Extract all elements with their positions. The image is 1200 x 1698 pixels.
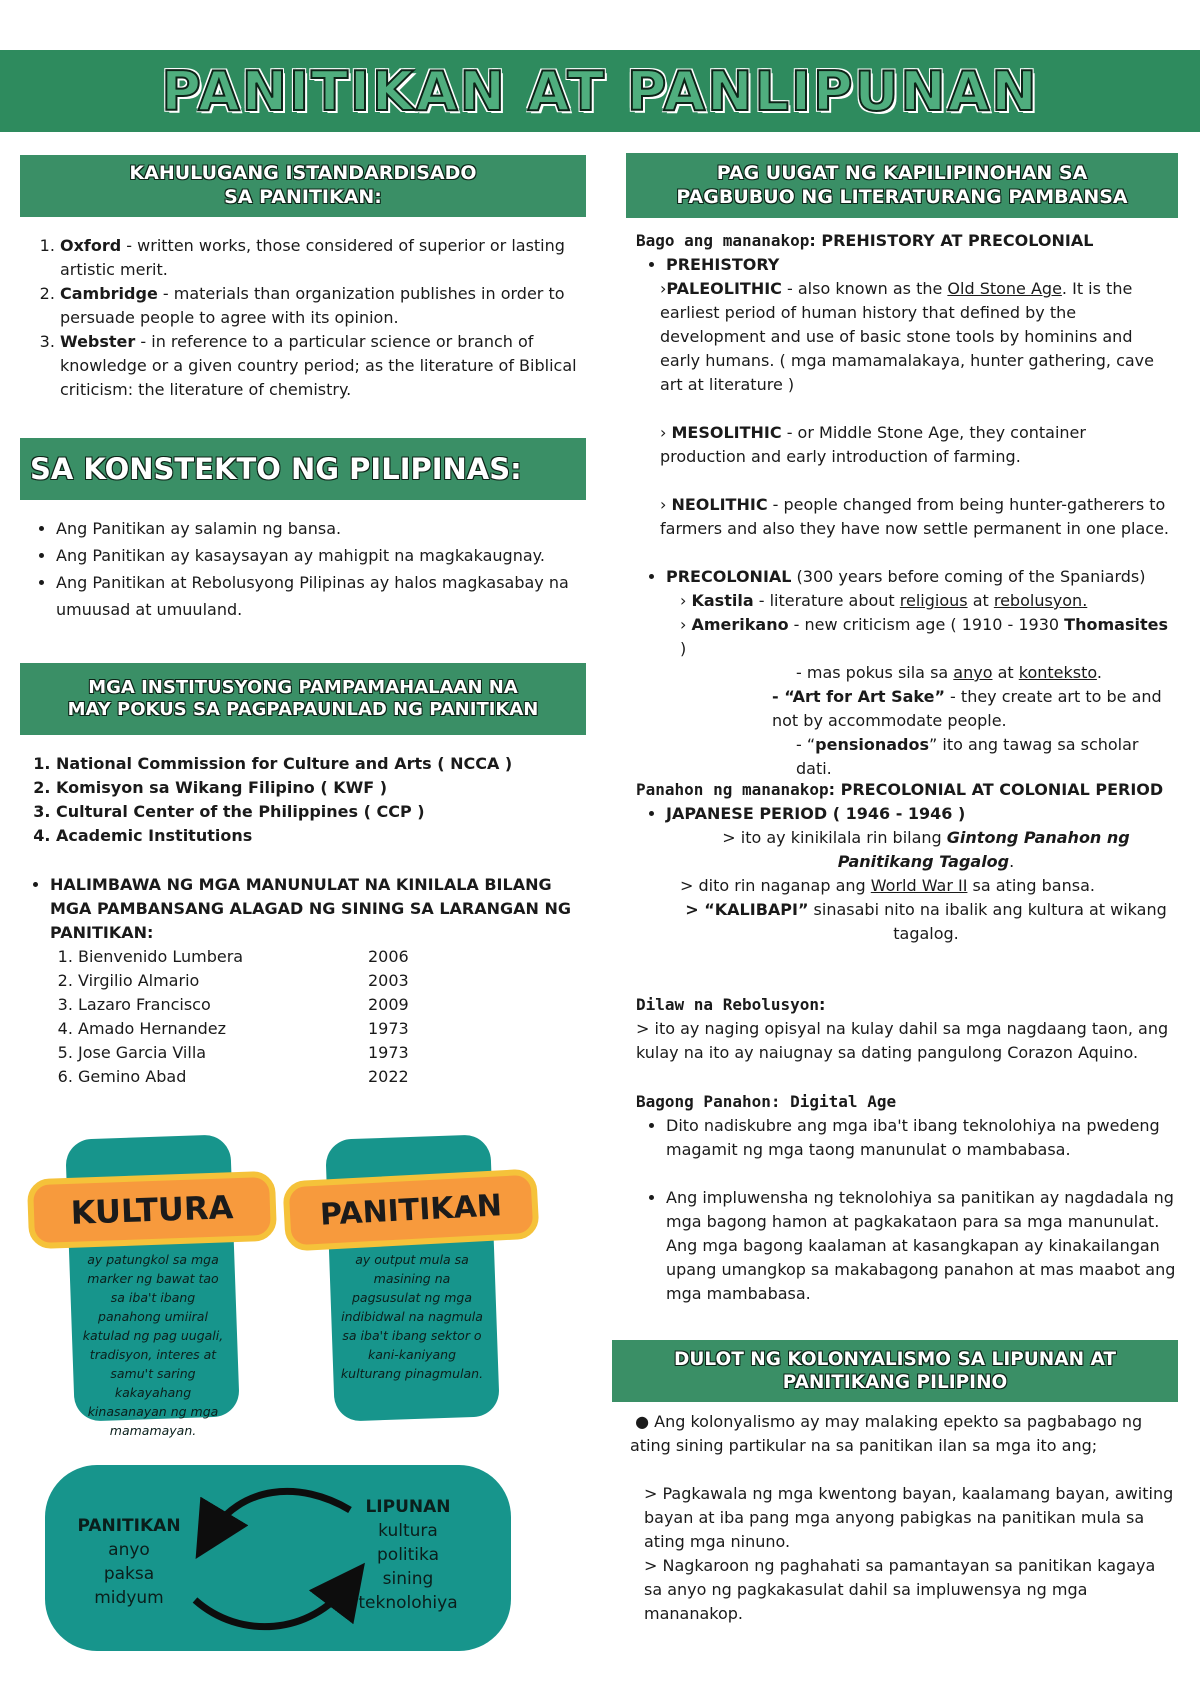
precolonial-term: PRECOLONIAL — [666, 567, 792, 586]
cycle-lipunan-title: LIPUNAN — [365, 1497, 451, 1517]
neolithic-text: - people changed from being hunter-gatherers to farmers and also they have now settle permanent in one place. — [660, 495, 1170, 538]
writer-row — [78, 993, 588, 1017]
cycle-item: sining — [382, 1569, 434, 1589]
definition: - materials than organization publishes in order to persuade people to agree with its opinion. — [60, 284, 565, 327]
dilaw-section — [636, 993, 1176, 1065]
halimbawa-heading: • HALIMBAWA NG MGA MANUNULAT NA KINILALA BILANG MGA PAMBANSANG ALAGAD NG SINING SA LARANGAN NG PANITIKAN: — [50, 873, 588, 945]
kultura-label: KULTURA — [70, 1188, 234, 1232]
prehistory-bullet: • PREHISTORY — [666, 253, 1176, 277]
kastila-link1: religious — [899, 591, 968, 610]
pension-bold: pensionados — [815, 735, 930, 754]
bagong-value: : Digital Age — [770, 1092, 897, 1111]
definition: - in reference to a particular science or branch of knowledge or a given country period; as the literature of Biblical criticism: the literature of chemistry. — [60, 332, 577, 399]
institusyon-heading-line2: MAY POKUS SA PAGPAPAUNLAD NG PANITIKAN — [67, 699, 539, 720]
list-item: • Ang Panitikan at Rebolusyong Pilipinas ay halos magkasabay na umuusad at umuuland. — [56, 569, 590, 623]
writer-name: 4. Amado Hernandez — [78, 1019, 227, 1038]
list-item — [60, 234, 610, 282]
institusyon-list — [16, 752, 596, 848]
j3-bold: > “KALIBAPI” — [685, 900, 809, 919]
pokus-pre: - mas pokus sila sa — [796, 663, 954, 682]
j3-text: sinasabi nito na ibalik ang kultura at wikang tagalog. — [808, 900, 1167, 943]
j1-post: . — [1009, 852, 1015, 871]
writer-row — [78, 969, 588, 993]
institusyon-heading-line1: MGA INSTITUSYONG PAMPAMAHALAAN NA — [88, 676, 518, 698]
japanese-bullet: • JAPANESE PERIOD ( 1946 - 1946 ) — [666, 802, 1176, 826]
uugat-heading-line1: PAG UUGAT NG KAPILIPINOHAN SA — [716, 161, 1088, 184]
writer-name: 2. Virgilio Almario — [78, 971, 200, 990]
j2-link: World War II — [870, 876, 968, 895]
paleolithic-link: Old Stone Age — [947, 279, 1062, 298]
paleolithic-pre: - also known as the — [781, 279, 948, 298]
kahulugan-list — [20, 234, 610, 402]
list-item: 2. Komisyon sa Wikang Filipino ( KWF ) — [56, 776, 596, 800]
kahulugan-heading — [20, 155, 586, 217]
cycle-panitikan-title: PANITIKAN — [77, 1516, 181, 1536]
kastila-term: Kastila — [691, 591, 754, 610]
panitikan-label: PANITIKAN — [319, 1187, 503, 1233]
cycle-item: anyo — [108, 1540, 150, 1560]
title-banner — [0, 50, 1200, 132]
list-item: 4. Academic Institutions — [56, 824, 596, 848]
list-item: 3. Cultural Center of the Philippines ( CCP ) — [56, 800, 596, 824]
list-item: • Ang impluwensha ng teknolohiya sa panitikan ay nagdadala ng mga bagong hamon at pagkakataon para sa mga manunulat. Ang mga bagong kaalaman at kasangkapan ay kinakailangan upang umangkop sa makabagong panahon at mas maabot ang mga mambabasa. — [666, 1186, 1176, 1306]
panitikan-tag — [282, 1168, 539, 1251]
list-item: 1. National Commission for Culture and Arts ( NCCA ) — [56, 752, 596, 776]
neolithic-term: NEOLITHIC — [671, 495, 768, 514]
panahon-section — [636, 778, 1176, 946]
institusyon-heading — [20, 663, 586, 735]
konteksto-list — [20, 515, 590, 623]
pokus-mid: at — [992, 663, 1019, 682]
dulot-bullet-text: Ang kolonyalismo ay may malaking epekto sa pagbabago ng ating sining partikular na sa panitikan ilan sa mga ito ang; — [630, 1412, 1143, 1455]
kastila-mid: at — [967, 591, 994, 610]
writer-row — [78, 1017, 588, 1041]
bago-section: Bago ang mananakop: PREHISTORY AT PRECOLONIAL • PREHISTORY ›PALEOLITHIC - also known as the Old Stone Age. It is the earliest period of human history that defined by the development and use of basic stone tools by hominins and early humans. ( mga mamamalakaya, hunter gathering, cave art at literature ) › MESOLITHIC - or Middle Stone Age, they container production and early introduction of farming. › NEOLITHIC - people changed from being hunter-gatherers to farmers and also they have now settle permanent in one place. • PRECOLONIAL (300 years before coming of the Spaniards) › Kastila - literature about religious at rebolusyon. › Amerikano - new criticism age ( 1910 - 1930 Thomasites ) - mas pokus sila sa anyo at konteksto. - “Art for Art Sake” - they create art to be and not by accommodate people. - “pensionados” ito ang tawag sa scholar dati. — [636, 229, 1176, 781]
arrow-bottom-icon — [195, 1585, 348, 1627]
amerikano-pre: - new criticism age ( 1910 - 1930 — [788, 615, 1065, 634]
list-item: • Ang Panitikan ay kasaysayan ay mahigpit na magkakaugnay. — [56, 542, 590, 569]
dulot-p1: > Pagkawala ng mga kwentong bayan, kaalamang bayan, awiting bayan at iba pang mga anyong pabigkas na panitikan mula sa ating mga ninuno. — [644, 1484, 1174, 1551]
pokus-link2: konteksto — [1018, 663, 1097, 682]
dulot-section — [630, 1410, 1176, 1626]
bago-value: : PREHISTORY AT PRECOLONIAL — [809, 231, 1094, 250]
konteksto-heading — [20, 438, 586, 500]
spacer — [666, 1162, 1176, 1186]
writer-year: 2009 — [368, 995, 409, 1014]
halimbawa-section — [8, 873, 588, 1089]
writer-row — [78, 945, 588, 969]
j1-pre: > ito ay kinikilala rin bilang — [722, 828, 947, 847]
precolonial-text: (300 years before coming of the Spaniards) — [791, 567, 1146, 586]
dulot-heading — [612, 1340, 1178, 1402]
precolonial-bullet — [666, 565, 1176, 589]
uugat-heading — [626, 153, 1178, 218]
pension-post: ” ito ang tawag sa scholar dati. — [796, 735, 1139, 778]
term: Webster — [60, 332, 136, 351]
writer-year: 1973 — [368, 1019, 409, 1038]
kultura-tag — [27, 1171, 277, 1250]
dulot-heading-line1: DULOT NG KOLONYALISMO SA LIPUNAN AT — [673, 1348, 1117, 1370]
list-item — [60, 330, 610, 402]
pension-pre: - “ — [796, 735, 816, 754]
kahulugan-heading-line1: KAHULUGANG ISTANDARDISADO — [129, 162, 477, 185]
bagong-label: Bagong Panahon — [636, 1092, 771, 1111]
paleolithic-post: . It is the earliest period of human history that defined by the development and use of basic stone tools by hominins and early humans. ( mga mamamalakaya, hunter gathering, cave art at literature ) — [660, 279, 1154, 394]
dilaw-text: > ito ay naging opisyal na kulay dahil sa mga nagdaang taon, ang kulay na ito ay naiugnay sa dating pangulong Corazon Aquino. — [636, 1019, 1169, 1062]
cycle-item: kultura — [378, 1521, 438, 1541]
writer-name: 6. Gemino Abad — [78, 1067, 187, 1086]
writer-row — [78, 1065, 588, 1089]
term: Oxford — [60, 236, 122, 255]
definition: - written works, those considered of superior or lasting artistic merit. — [60, 236, 565, 279]
cycle-item: politika — [377, 1545, 439, 1565]
cycle-arrows — [180, 1480, 370, 1640]
writer-name: 5. Jose Garcia Villa — [78, 1043, 207, 1062]
kastila-link2: rebolusyon. — [993, 591, 1088, 610]
cycle-panitikan — [64, 1514, 194, 1610]
paleolithic-term: PALEOLITHIC — [666, 279, 782, 298]
dulot-p2: > Nagkaroon ng paghahati sa pamantayan sa panitikan kagaya sa anyo ng pagkakasulat dahil sa impluwensya ng mga mananakop. — [644, 1556, 1156, 1623]
j2-pre: > dito rin naganap ang — [680, 876, 871, 895]
term: Cambridge — [60, 284, 158, 303]
bagong-section — [636, 1090, 1176, 1306]
pokus-post: . — [1096, 663, 1102, 682]
writer-row — [78, 1041, 588, 1065]
kahulugan-heading-line2: SA PANITIKAN: — [224, 186, 382, 208]
panitikan-description: ay output mula sa masining na pagsusulat ng mga indibidwal na nagmula sa iba't ibang sektor o kani-kaniyang kulturang pinagmulan. — [340, 1252, 484, 1381]
cycle-item: paksa — [103, 1564, 155, 1584]
bago-label: Bago ang mananakop — [636, 231, 810, 250]
arrow-top-icon — [210, 1491, 350, 1535]
page-title: PANITIKAN AT PANLIPUNAN — [161, 59, 1039, 123]
cycle-item: midyum — [94, 1588, 164, 1608]
pokus-link1: anyo — [953, 663, 993, 682]
kastila-pre: - literature about — [753, 591, 900, 610]
cycle-item: teknolohiya — [358, 1593, 458, 1613]
amerikano-post: ) — [680, 639, 687, 658]
writer-year: 2006 — [368, 947, 409, 966]
kultura-description: ay patungkol sa mga marker ng bawat tao sa iba't ibang panahong umiiral katulad ng pag uugali, tradisyon, interes at samu't saring kakayahang kinasanayan ng mga mamamayan. — [82, 1252, 224, 1438]
writer-year: 2003 — [368, 971, 409, 990]
dulot-heading-line2: PANITIKANG PILIPINO — [782, 1372, 1008, 1393]
writer-name: 1. Bienvenido Lumbera — [78, 947, 244, 966]
j2-post: sa ating bansa. — [967, 876, 1095, 895]
dulot-bullet: ● Ang kolonyalismo ay may malaking epekto sa pagbabago ng ating sining partikular na sa panitikan ilan sa mga ito ang; — [630, 1412, 1143, 1455]
j1-em: Gintong Panahon ng Panitikang Tagalog — [837, 828, 1130, 871]
dilaw-label: Dilaw na Rebolusyon — [636, 995, 820, 1014]
list-item — [60, 282, 610, 330]
amerikano-term: Amerikano — [691, 615, 789, 634]
panahon-label: Panahon ng mananakop — [636, 780, 829, 799]
panahon-value: : PRECOLONIAL AT COLONIAL PERIOD — [828, 780, 1164, 799]
mesolithic-term: MESOLITHIC — [671, 423, 782, 442]
list-item: • Ang Panitikan ay salamin ng bansa. — [56, 515, 590, 542]
dilaw-colon: : — [819, 995, 826, 1014]
writer-year: 2022 — [368, 1067, 409, 1086]
writer-year: 1973 — [368, 1043, 409, 1062]
uugat-heading-line2: PAGBUBUO NG LITERATURANG PAMBANSA — [676, 185, 1128, 208]
art-bold: - “Art for Art Sake” — [772, 687, 945, 706]
konteksto-heading-text: SA KONSTEKTO NG PILIPINAS: — [30, 451, 522, 486]
art-text: - they create art to be and not by accommodate people. — [772, 687, 1162, 730]
amerikano-bold: Thomasites — [1064, 615, 1168, 634]
list-item: • Dito nadiskubre ang mga iba't ibang teknolohiya na pwedeng magamit ng mga taong manunulat o mambabasa. — [666, 1114, 1176, 1162]
mesolithic-text: - or Middle Stone Age, they container production and early introduction of farming. — [660, 423, 1086, 466]
writer-name: 3. Lazaro Francisco — [78, 995, 211, 1014]
